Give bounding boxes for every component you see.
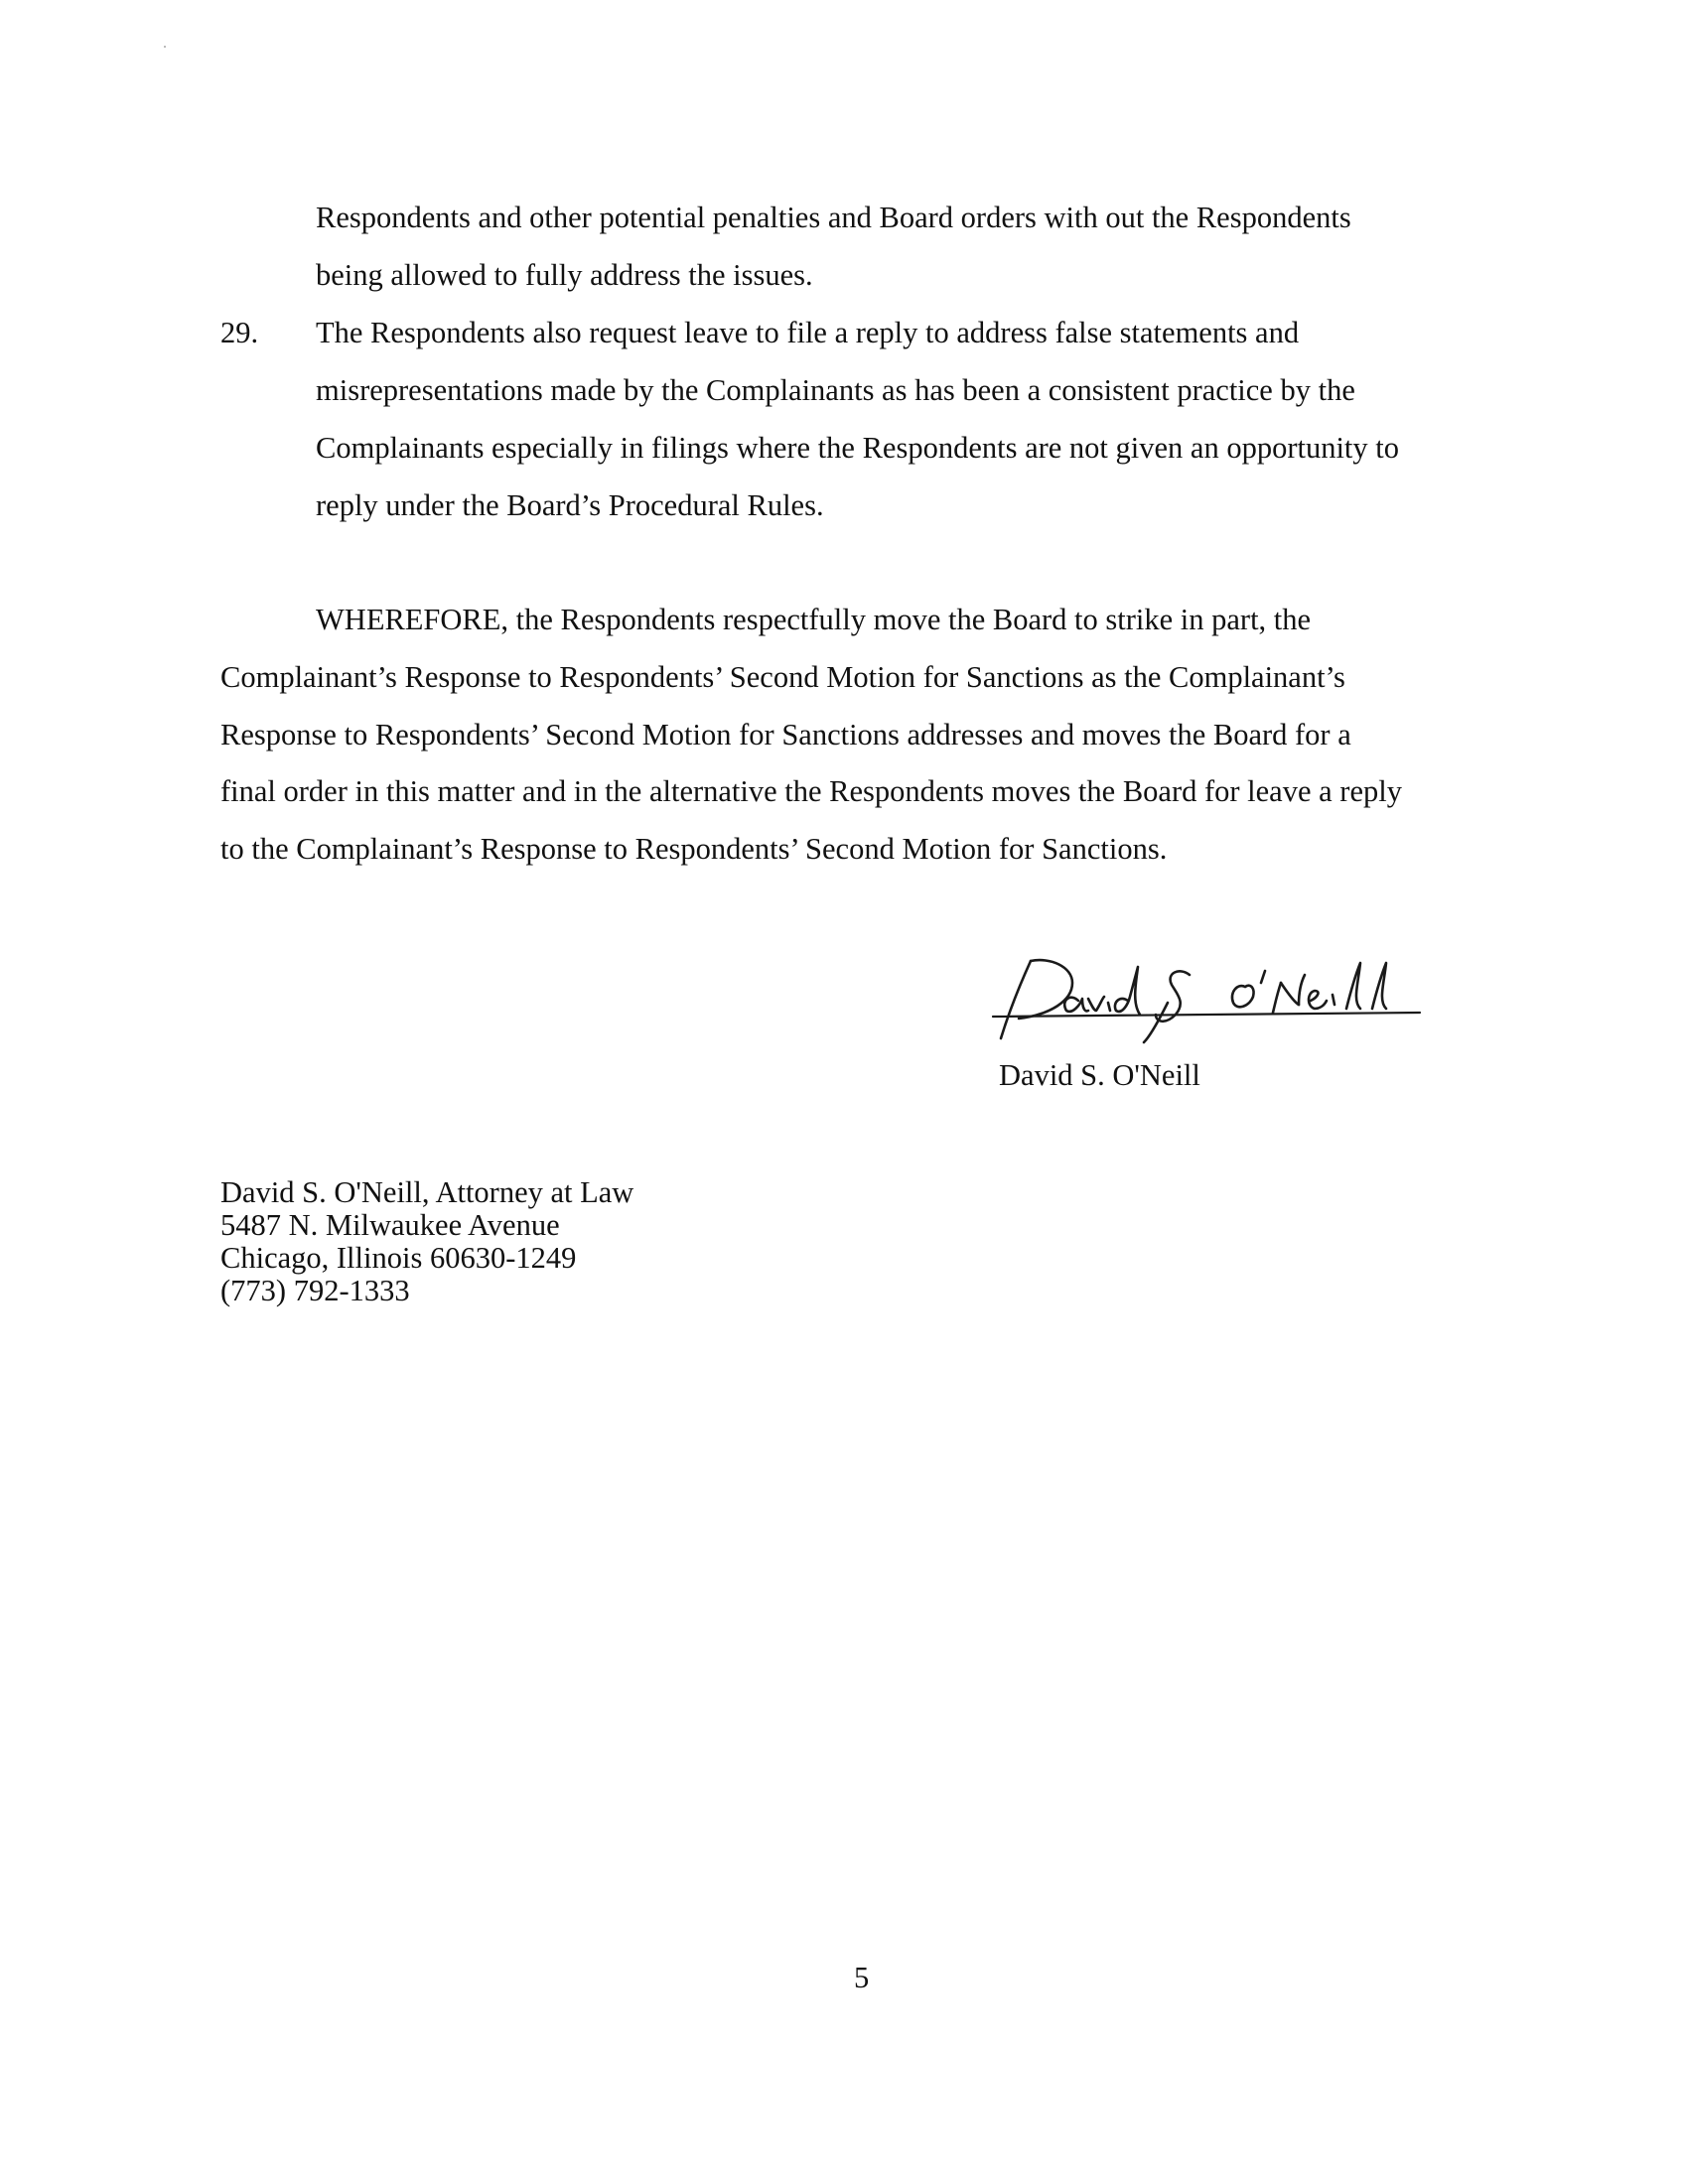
signatory-name: David S. O'Neill <box>999 1058 1200 1092</box>
paragraph-29-line-3: Complainants especially in filings where the Respondents are not given an opportunity to <box>316 431 1400 465</box>
wherefore-line-1: WHEREFORE, the Respondents respectfully move the Board to strike in part, the <box>316 603 1312 636</box>
paragraph-29-line-1: The Respondents also request leave to file a reply to address false statements and <box>316 316 1300 349</box>
continued-paragraph-line-1: Respondents and other potential penalties and Board orders with out the Respondents <box>316 201 1351 234</box>
continued-paragraph-line-2: being allowed to fully address the issues. <box>316 258 813 292</box>
wherefore-line-5: to the Complainant’s Response to Respondents’ Second Motion for Sanctions. <box>220 832 1168 866</box>
page-number: 5 <box>854 1961 870 1994</box>
handwritten-signature <box>991 953 1418 1044</box>
address-line-phone: (773) 792-1333 <box>220 1274 410 1307</box>
paragraph-29-line-4: reply under the Board’s Procedural Rules. <box>316 488 824 522</box>
address-line-name: David S. O'Neill, Attorney at Law <box>220 1175 634 1209</box>
wherefore-line-3: Response to Respondents’ Second Motion for Sanctions addresses and moves the Board for a <box>220 718 1351 751</box>
paragraph-number-29: 29. <box>220 316 259 349</box>
wherefore-line-4: final order in this matter and in the alternative the Respondents moves the Board for leave a reply <box>220 774 1402 808</box>
address-line-street: 5487 N. Milwaukee Avenue <box>220 1208 560 1242</box>
address-line-city: Chicago, Illinois 60630-1249 <box>220 1241 577 1275</box>
paragraph-29-line-2: misrepresentations made by the Complainants as has been a consistent practice by the <box>316 373 1355 407</box>
scan-speck <box>164 46 166 48</box>
wherefore-line-2: Complainant’s Response to Respondents’ Second Motion for Sanctions as the Complainant’s <box>220 660 1345 694</box>
